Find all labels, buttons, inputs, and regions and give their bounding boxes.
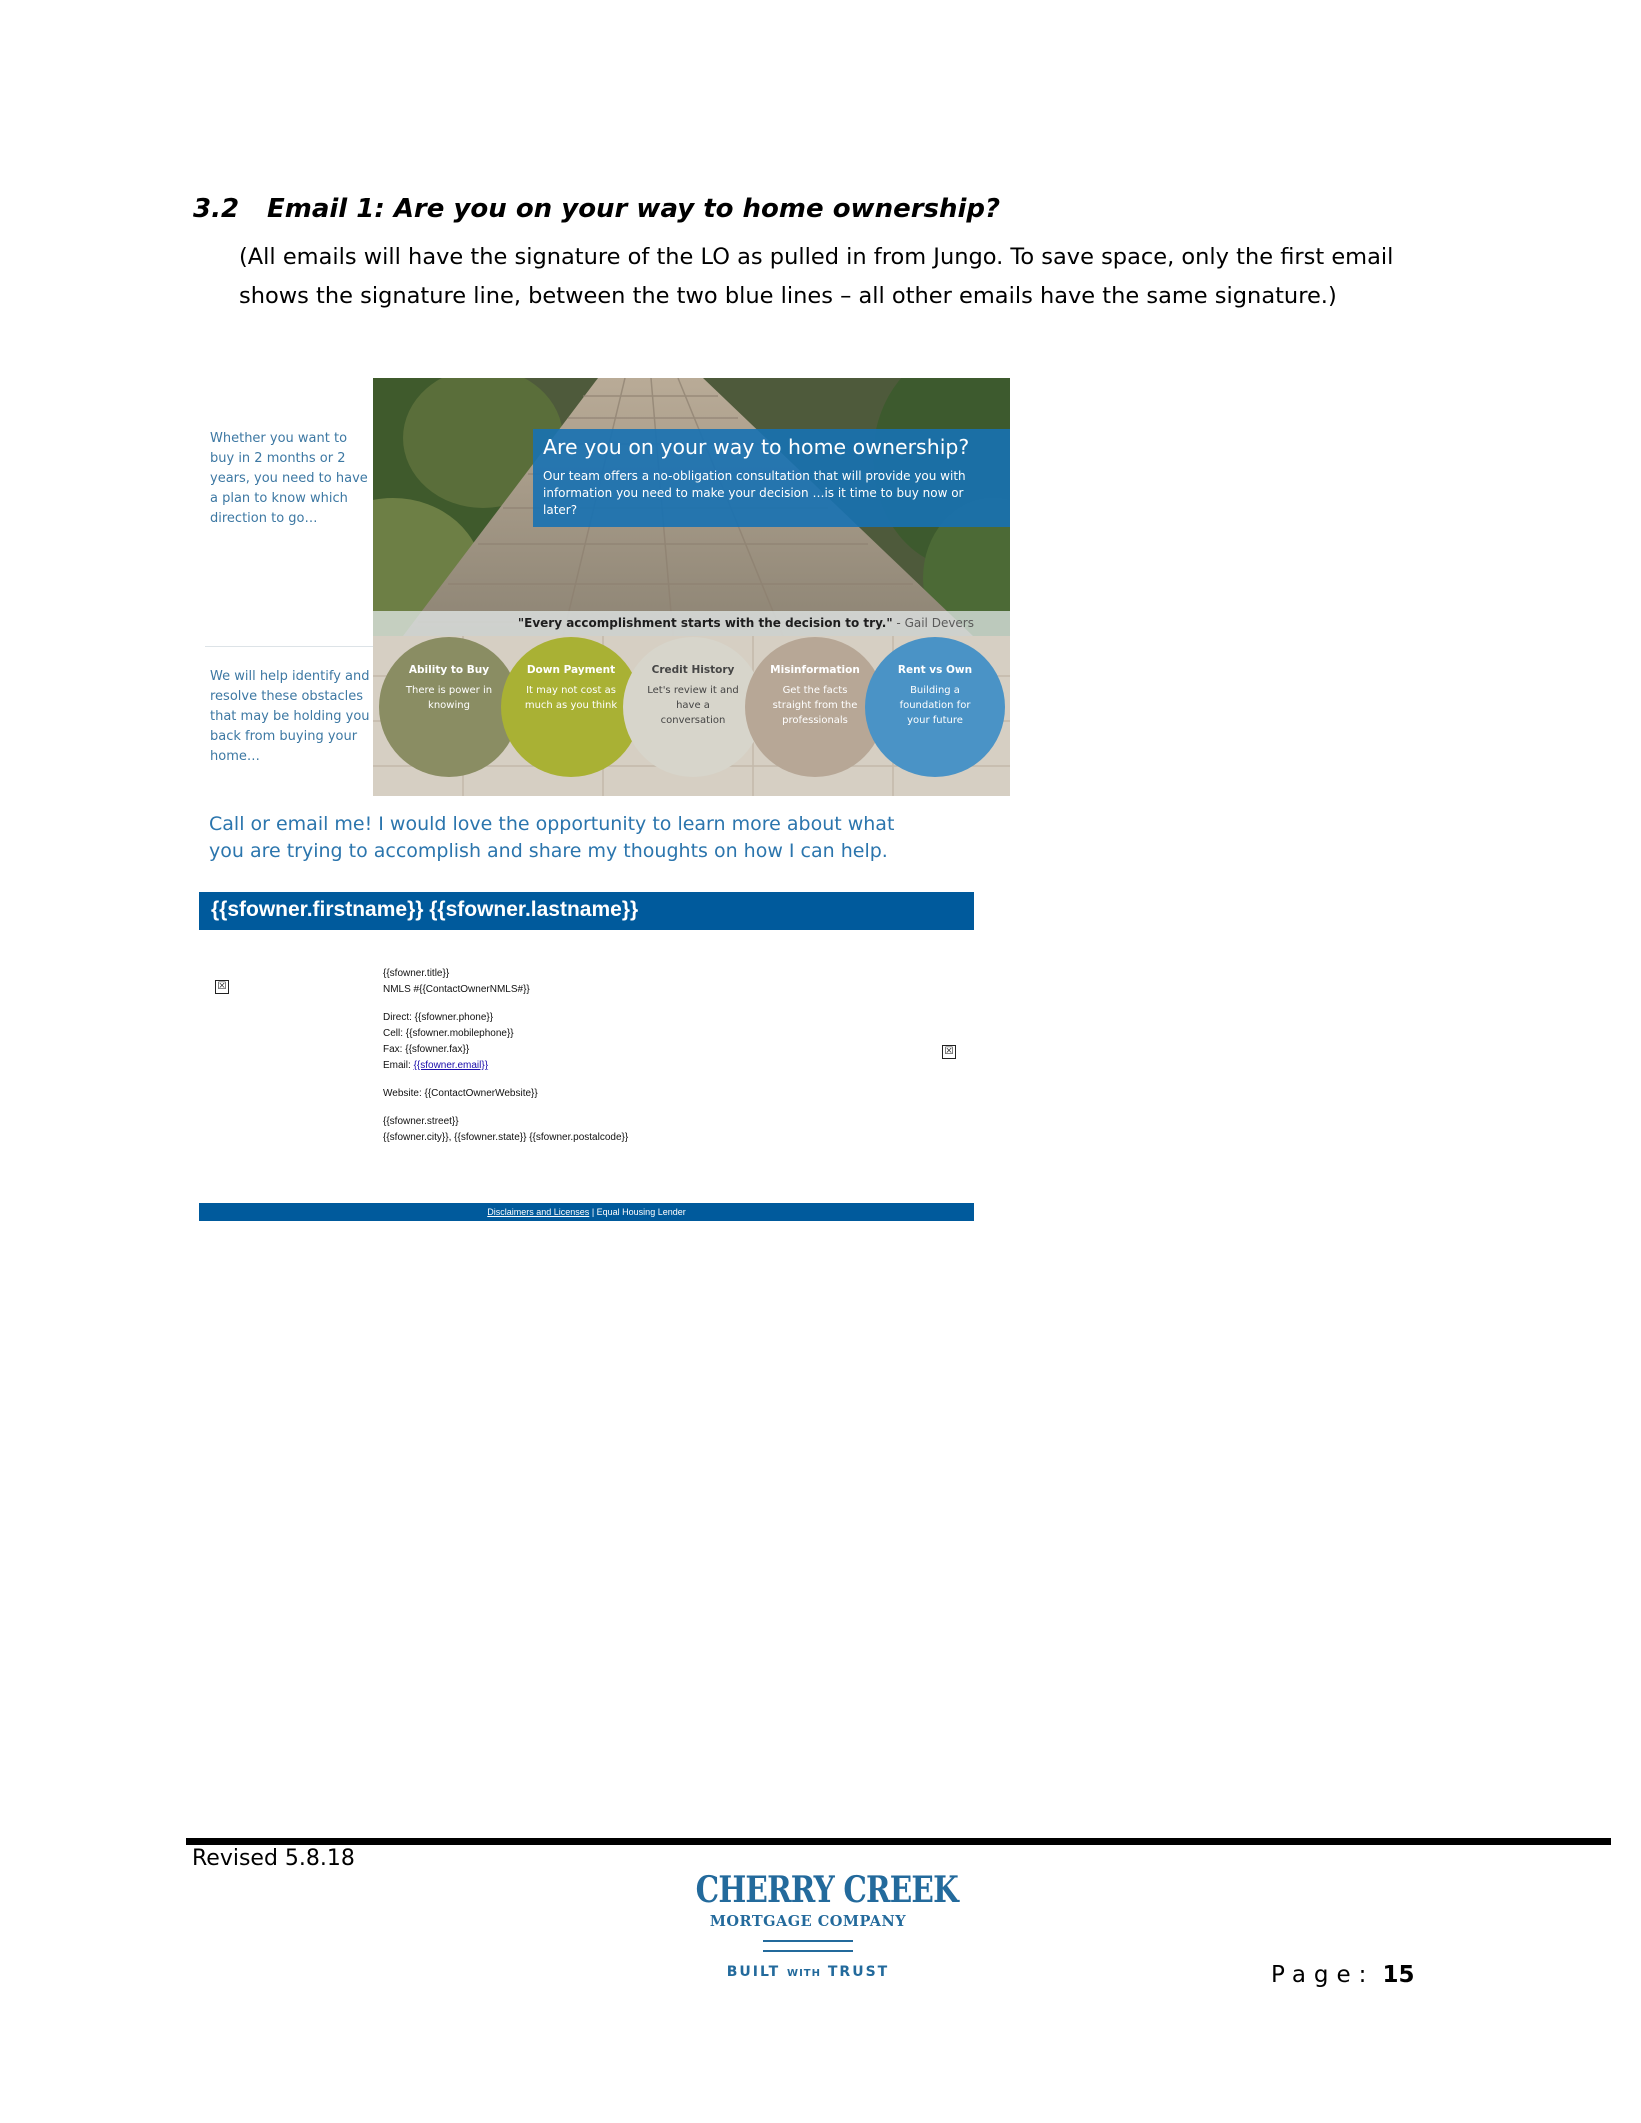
signature-name: {{sfowner.firstname}} {{sfowner.lastname}} xyxy=(211,898,639,921)
left-text-obstacles: We will help identify and resolve these obstacles that may be holding you back from buying your home… xyxy=(210,669,370,764)
page-label: Page: xyxy=(1271,1962,1375,1988)
section-number: 3.2 xyxy=(193,194,240,224)
logo-divider xyxy=(763,1940,853,1952)
sig-email: Email: {{sfowner.email}} xyxy=(383,1060,489,1071)
obstacle-credit-history: Credit History Let's review it and have a conversation xyxy=(623,637,763,777)
disclaimers-link[interactable]: Disclaimers and Licenses xyxy=(487,1207,590,1217)
cherry-creek-logo xyxy=(671,1869,958,1990)
sig-website: Website: {{ContactOwnerWebsite}} xyxy=(383,1088,538,1099)
logo-main-text: CHERRY CREEK xyxy=(695,1869,958,1911)
sig-cell: Cell: {{sfowner.mobilephone}} xyxy=(383,1028,514,1039)
broken-image-icon: ☒ xyxy=(942,1045,956,1059)
sig-email-link[interactable]: {{sfowner.email}} xyxy=(413,1060,489,1071)
obstacle-misinformation: Misinformation Get the facts straight from the professionals xyxy=(745,637,885,777)
signature-block xyxy=(383,966,743,1146)
section-intro: (All emails will have the signature of the LO as pulled in from Jungo. To save space, only the first email shows the signature line, between the two blue lines – all other emails have the same signature.) xyxy=(239,244,1394,309)
email-preview xyxy=(199,378,1039,1244)
sig-street: {{sfowner.street}} xyxy=(383,1116,459,1127)
equal-housing-text: Equal Housing Lender xyxy=(596,1207,686,1217)
section-title: Email 1: Are you on your way to home ownership? xyxy=(267,194,1001,224)
obstacle-ability-to-buy: Ability to Buy There is power in knowing xyxy=(379,637,519,777)
hero-overlay xyxy=(533,429,1010,527)
left-divider xyxy=(205,646,373,647)
hero-title: Are you on your way to home ownership? xyxy=(543,435,970,459)
signature-name-bar xyxy=(199,892,974,930)
quote-bar xyxy=(373,611,1010,636)
broken-image-icon: ☒ xyxy=(215,980,229,994)
logo-sub-text: MORTGAGE COMPANY xyxy=(709,1913,907,1930)
sig-nmls: NMLS #{{ContactOwnerNMLS#}} xyxy=(383,984,530,995)
page-number xyxy=(1271,1962,1414,1988)
hero-image xyxy=(373,378,1010,636)
section-heading xyxy=(193,194,1000,224)
quote-author: - Gail Devers xyxy=(892,616,974,630)
obstacle-rent-vs-own: Rent vs Own Building a foundation for your future xyxy=(865,637,1005,777)
sig-direct: Direct: {{sfowner.phone}} xyxy=(383,1012,494,1023)
hero-subtitle: Our team offers a no-obligation consultation that will provide you with information you need to make your decision …is it time to buy now or later? xyxy=(543,469,966,517)
page-number-value: 15 xyxy=(1382,1962,1415,1988)
call-to-action: Call or email me! I would love the opportunity to learn more about what you are trying to accomplish and share my thoughts on how I can help. xyxy=(209,813,895,862)
obstacle-down-payment: Down Payment It may not cost as much as you think xyxy=(501,637,641,777)
obstacles-band xyxy=(373,636,1010,796)
quote xyxy=(518,616,974,630)
logo-tagline: BUILT WITH TRUST xyxy=(726,1964,890,1980)
quote-text: "Every accomplishment starts with the decision to try." xyxy=(517,616,893,630)
left-text-plan: Whether you want to buy in 2 months or 2 years, you need to have a plan to know which direction to go… xyxy=(210,431,368,526)
email-footer-bar: Disclaimers and Licenses | Equal Housing Lender xyxy=(199,1203,974,1221)
revised-date: Revised 5.8.18 xyxy=(192,1846,355,1871)
sig-fax: Fax: {{sfowner.fax}} xyxy=(383,1044,470,1055)
sig-city-line: {{sfowner.city}}, {{sfowner.state}} {{sfowner.postalcode}} xyxy=(383,1132,629,1143)
sig-title: {{sfowner.title}} xyxy=(383,968,450,979)
footer-rule xyxy=(186,1838,1611,1845)
